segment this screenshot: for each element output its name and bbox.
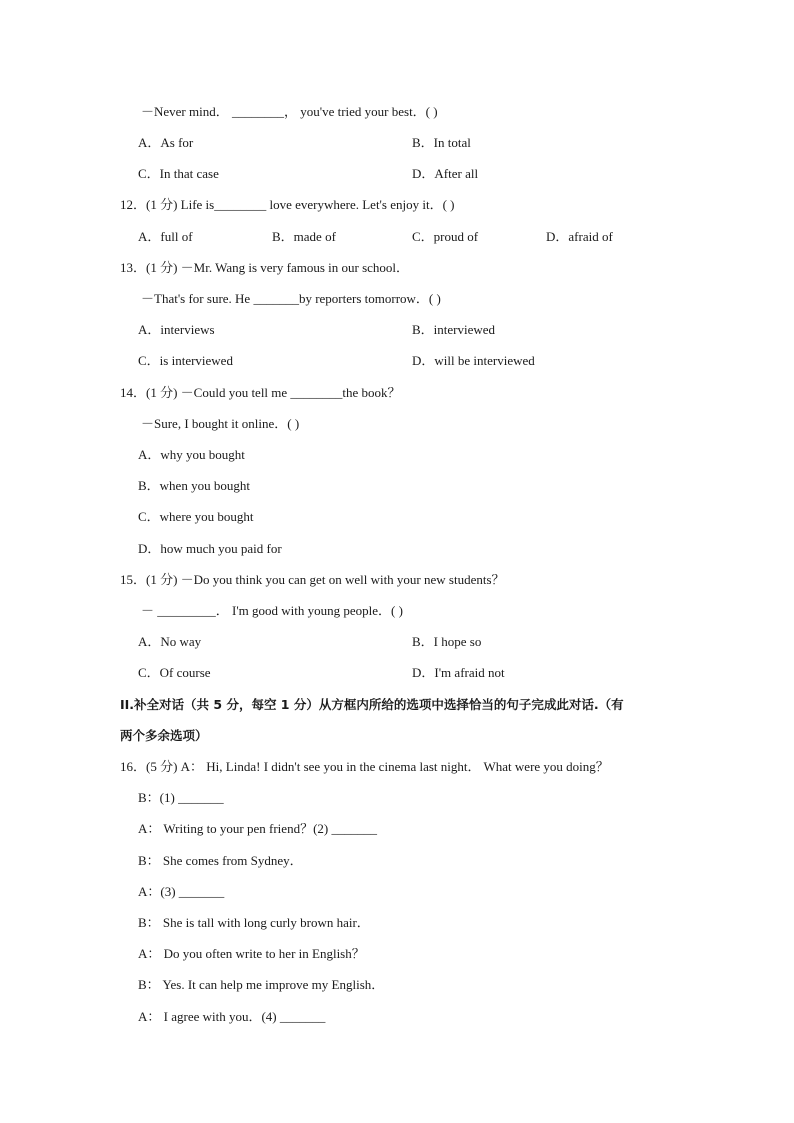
q13-line2: －That's for sure. He _______by reporters tomorrow．( ) bbox=[141, 291, 441, 306]
q13-option-c[interactable]: C．is interviewed bbox=[138, 353, 233, 368]
q14-option-d[interactable]: D．how much you paid for bbox=[138, 541, 282, 556]
q16-dialog-line: B： She is tall with long curly brown hair． bbox=[138, 915, 370, 930]
q11-line: －Never mind． ________， you've tried your best．( ) bbox=[141, 104, 438, 119]
q16-dialog-line: B： She comes from Sydney． bbox=[138, 853, 303, 868]
q12-option-b[interactable]: B．made of bbox=[272, 229, 336, 244]
q11-option-a[interactable]: A．As for bbox=[138, 135, 194, 150]
q14-option-a[interactable]: A．why you bought bbox=[138, 447, 245, 462]
q15-option-c[interactable]: C．Of course bbox=[138, 665, 211, 680]
q16-dialog-line: A： Writing to your pen friend？(2) _______ bbox=[138, 821, 377, 836]
q14-option-b[interactable]: B．when you bought bbox=[138, 478, 250, 493]
q12-option-d[interactable]: D．afraid of bbox=[546, 229, 613, 244]
q15-line2: － _________． I'm good with young people．( ) bbox=[141, 603, 403, 618]
q12-option-a[interactable]: A．full of bbox=[138, 229, 193, 244]
q13-option-a[interactable]: A．interviews bbox=[138, 322, 215, 337]
q12-stem: 12．(1 分) Life is________ love everywhere. Let's enjoy it．( ) bbox=[120, 197, 455, 212]
q16-dialog-line: A： Do you often write to her in English？ bbox=[138, 946, 365, 961]
q16-dialog-line: A：(3) _______ bbox=[138, 884, 225, 899]
section-2-heading: II.补全对话（共 5 分，每空 1 分）从方框内所给的选项中选择恰当的句子完成此对话.（有 bbox=[120, 697, 624, 712]
q14-line2: －Sure, I bought it online．( ) bbox=[141, 416, 300, 431]
q11-option-d[interactable]: D．After all bbox=[412, 166, 479, 181]
q14-option-c[interactable]: C．where you bought bbox=[138, 509, 254, 524]
q15-option-b[interactable]: B．I hope so bbox=[412, 634, 482, 649]
q15-stem: 15．(1 分) －Do you think you can get on well with your new students？ bbox=[120, 572, 505, 587]
q13-option-b[interactable]: B．interviewed bbox=[412, 322, 496, 337]
q16-dialog-line: A： I agree with you．(4) _______ bbox=[138, 1009, 326, 1024]
q12-option-c[interactable]: C．proud of bbox=[412, 229, 479, 244]
q14-stem: 14．(1 分) －Could you tell me ________the book？ bbox=[120, 385, 401, 400]
q11-option-c[interactable]: C．In that case bbox=[138, 166, 219, 181]
section-2-heading-cont: 两个多余选项） bbox=[120, 728, 208, 743]
q13-stem: 13．(1 分) －Mr. Wang is very famous in our school． bbox=[120, 260, 410, 275]
q16-dialog-line: B： Yes. It can help me improve my English． bbox=[138, 977, 385, 992]
q13-option-d[interactable]: D．will be interviewed bbox=[412, 353, 535, 368]
q11-option-b[interactable]: B．In total bbox=[412, 135, 471, 150]
q15-option-d[interactable]: D．I'm afraid not bbox=[412, 665, 505, 680]
q15-option-a[interactable]: A．No way bbox=[138, 634, 202, 649]
q16-dialog-line: B：(1) _______ bbox=[138, 790, 224, 805]
q16-stem: 16．(5 分) A： Hi, Linda! I didn't see you in the cinema last night． What were you doing？ bbox=[120, 759, 609, 774]
